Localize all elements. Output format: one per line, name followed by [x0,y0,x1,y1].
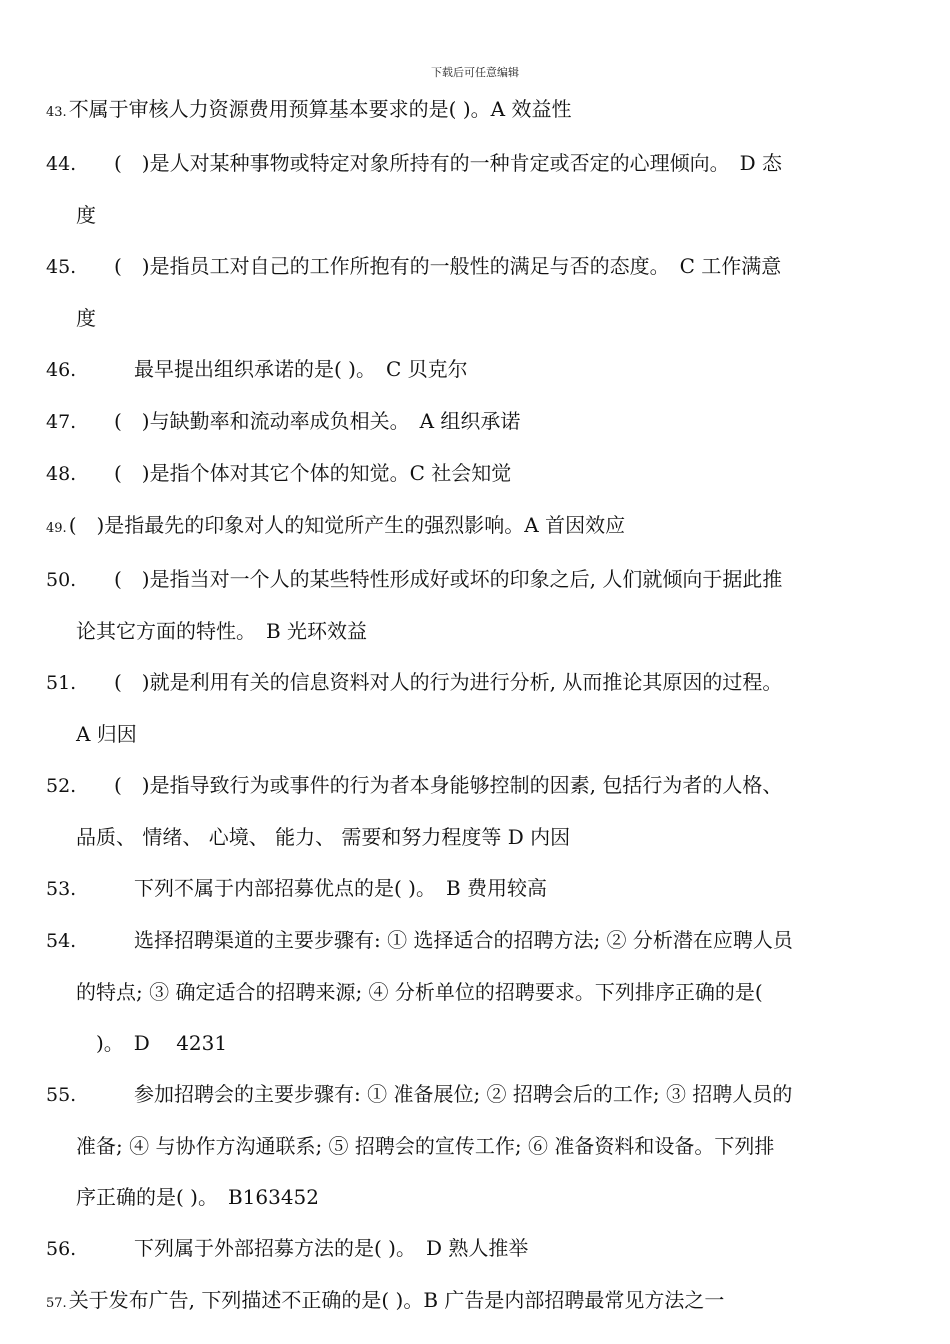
question-text: ( )就是利用有关的信息资料对人的行为进行分析, 从而推论其原因的过程。 [114,670,783,694]
question-text: 下列属于外部招募方法的是( )。 D 熟人推举 [114,1236,529,1260]
question-number: 52. [46,775,77,797]
question-number: 48. [46,463,77,485]
question-list [46,84,906,1329]
question-continuation-line [46,190,906,241]
question-number: 56. [46,1238,77,1260]
question-text: 序正确的是( )。 B163452 [76,1185,320,1209]
question-text: ( )是指最先的印象对人的知觉所产生的强烈影响。A 首因效应 [68,513,626,537]
question-line [46,1069,906,1121]
question-number: 44. [46,153,77,175]
question-line [46,241,906,293]
question-line [46,915,906,967]
question-number: 45. [46,256,77,278]
question-text: ( )与缺勤率和流动率成负相关。 A 组织承诺 [114,409,521,433]
question-text: ( )是人对某种事物或特定对象所持有的一种肯定或否定的心理倾向。 D 态 [114,151,782,175]
question-text: A 归因 [76,722,137,746]
question-text: 关于发布广告, 下列描述不正确的是( )。B 广告是内部招聘最常见方法之一 [68,1288,725,1312]
question-line [46,138,906,190]
question-number: 55. [46,1084,77,1106]
question-text: 度 [76,203,96,227]
question-text: 下列不属于内部招募优点的是( )。 B 费用较高 [114,876,548,900]
question-number: 47. [46,411,77,433]
question-text: ( )是指当对一个人的某些特性形成好或坏的印象之后, 人们就倾向于据此推 [114,567,783,591]
question-text: )。 D 4231 [76,1031,228,1055]
question-text: 不属于审核人力资源费用预算基本要求的是( )。A 效益性 [68,97,572,121]
question-continuation-line [46,967,906,1018]
question-text: 度 [76,306,96,330]
question-continuation-line [46,1018,906,1069]
question-continuation-line [46,812,906,863]
question-text: 准备; ④ 与协作方沟通联系; ⑤ 招聘会的宣传工作; ⑥ 准备资料和设备。下列排 [76,1134,775,1158]
question-continuation-line [46,1172,906,1223]
question-number: 51. [46,672,77,694]
question-number: 46. [46,359,77,381]
question-number: 57. [46,1296,67,1311]
question-text: 选择招聘渠道的主要步骤有: ① 选择适合的招聘方法; ② 分析潜在应聘人员 [114,928,793,952]
question-line [46,500,906,554]
question-text: 论其它方面的特性。 B 光环效益 [76,619,368,643]
question-line [46,396,906,448]
question-line [46,760,906,812]
page-header: 下载后可任意编辑 [431,66,519,79]
question-line [46,344,906,396]
question-text: 品质、 情绪、 心境、 能力、 需要和努力程度等 D 内因 [76,825,571,849]
question-number: 43. [46,105,67,120]
question-number: 50. [46,569,77,591]
question-continuation-line [46,606,906,657]
question-line [46,1275,906,1329]
question-number: 49. [46,521,67,536]
question-text: ( )是指导致行为或事件的行为者本身能够控制的因素, 包括行为者的人格、 [114,773,783,797]
question-text: 参加招聘会的主要步骤有: ① 准备展位; ② 招聘会后的工作; ③ 招聘人员的 [114,1082,793,1106]
question-text: ( )是指个体对其它个体的知觉。C 社会知觉 [114,461,512,485]
question-text: 最早提出组织承诺的是( )。 C 贝克尔 [114,357,468,381]
question-line [46,1223,906,1275]
question-line [46,657,906,709]
question-number: 53. [46,878,77,900]
question-line [46,863,906,915]
question-continuation-line [46,293,906,344]
question-line [46,448,906,500]
question-line [46,554,906,606]
question-text: ( )是指员工对自己的工作所抱有的一般性的满足与否的态度。 C 工作满意 [114,254,782,278]
question-continuation-line [46,1121,906,1172]
question-number: 54. [46,930,77,952]
question-continuation-line [46,709,906,760]
question-text: 的特点; ③ 确定适合的招聘来源; ④ 分析单位的招聘要求。下列排序正确的是( [76,980,763,1004]
question-line [46,84,906,138]
